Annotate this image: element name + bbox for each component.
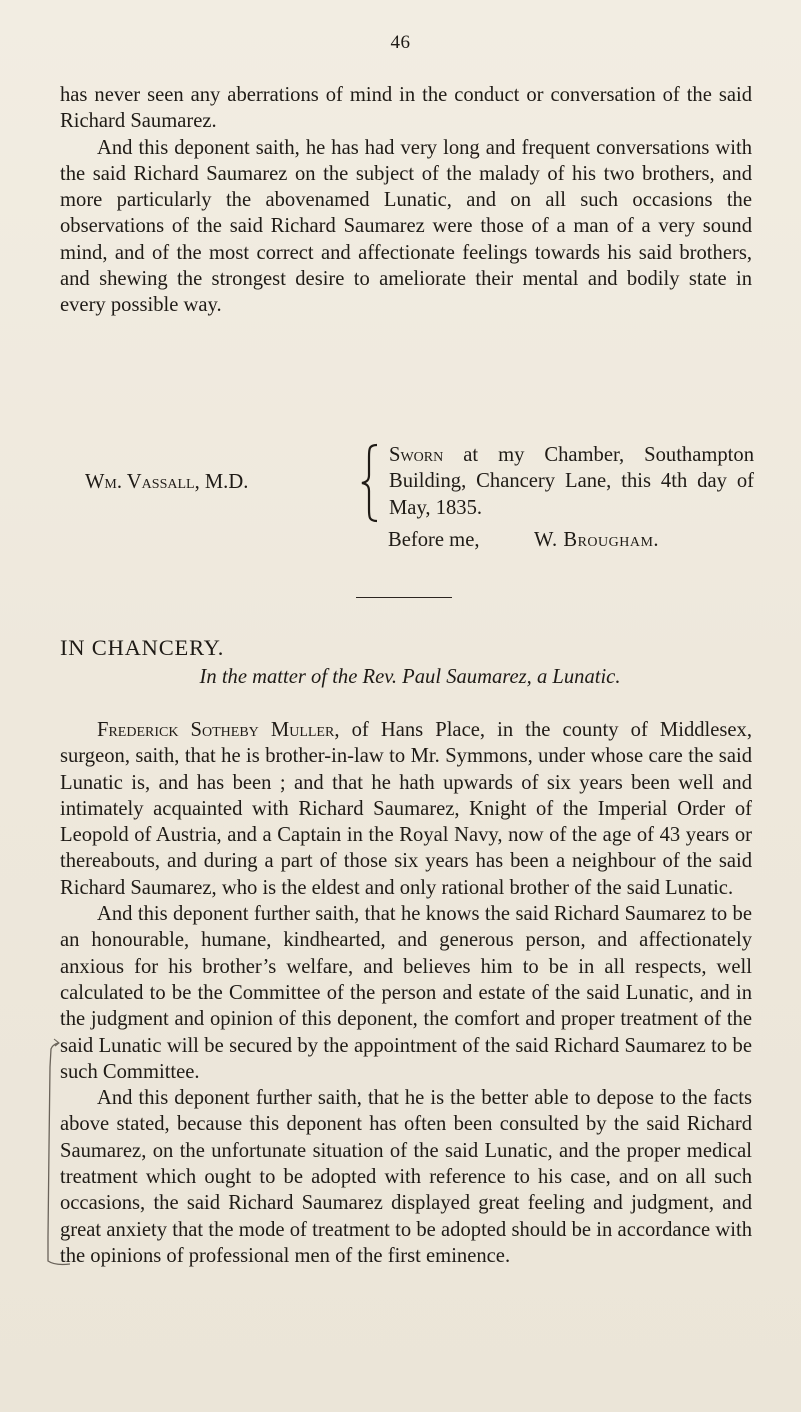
brace-icon xyxy=(359,443,381,523)
jurat-details: at my Chamber, Southampton Building, Chancery Lane, this 4th day of May, 1835. xyxy=(389,444,754,519)
jurat-text xyxy=(389,442,754,521)
deponent-signature: Wm. Vassall, M.D. xyxy=(85,471,249,493)
paragraph-continuation: has never seen any aberrations of mind in the conduct or conversation of the said Richard Saumarez. xyxy=(60,84,752,133)
text-block-bottom xyxy=(60,717,752,1269)
section-divider xyxy=(356,597,452,598)
commissioner-name: W. Brougham. xyxy=(534,529,660,551)
paragraph-consulted: And this deponent further saith, that he is the better able to depose to the facts above stated, because this deponent has often been consulted by the said Richard Saumarez, on the unfortunate situation of the said Lunatic, and the proper medical treatment which ought to be adopted with reference to his case, and on all such occasions, the said Richard Saumarez displayed great feeling and judgment, and great anxiety that the mode of treatment to be adopted should be in accordance with the opinions of professional men of the first eminence. xyxy=(60,1087,752,1267)
deponent-name: Frederick Sotheby Muller xyxy=(97,719,335,741)
sworn-word: Sworn xyxy=(389,444,444,466)
paragraph-conversations: And this deponent saith, he has had very long and frequent conversations with the said Richard Saumarez on the subject of the malady of his two brothers, and more particularly the abovenamed Lunatic, and on all such occasions the observations of the said Richard Saumarez were those of a man of a very sound mind, and of the most correct and affectionate feelings towards his said brothers, and shewing the strongest desire to ameliorate their mental and bodily state in every possible way. xyxy=(60,136,752,317)
page-number: 46 xyxy=(390,32,411,53)
section-heading: IN CHANCERY. xyxy=(60,635,225,660)
matter-title: In the matter of the Rev. Paul Saumarez, a Lunatic. xyxy=(199,666,621,688)
affidavit-jurat xyxy=(60,442,752,522)
before-label: Before me, xyxy=(388,529,480,551)
paragraph-muller-body: , of Hans Place, in the county of Middlesex, surgeon, saith, that he is brother-in-law to Mr. Symmons, under whose care the said Lunatic is, and has been ; and that he hath upwards of six years been well and intimately acquainted with Richard Saumarez, Knight of the Imperial Order of Leopold of Austria, and a Captain in the Royal Navy, now of the age of 43 years or thereabouts, and during a part of those six years has been a neighbour of the said Richard Saumarez, who is the eldest and only rational brother of the said Lunatic. xyxy=(60,719,753,899)
paragraph-muller xyxy=(60,717,752,901)
text-block-top xyxy=(60,82,752,319)
paragraph-character: And this deponent further saith, that he knows the said Richard Saumarez to be an honourable, humane, kindhearted, and generous person, and affectionately anxious for his brother’s welfare, and believes him to be in all respects, well calculated to be the Committee of the person and estate of the said Lunatic, and in the judgment and opinion of this deponent, the comfort and proper treatment of the said Lunatic will be secured by the appointment of the said Richard Saumarez to be such Committee. xyxy=(60,903,752,1083)
